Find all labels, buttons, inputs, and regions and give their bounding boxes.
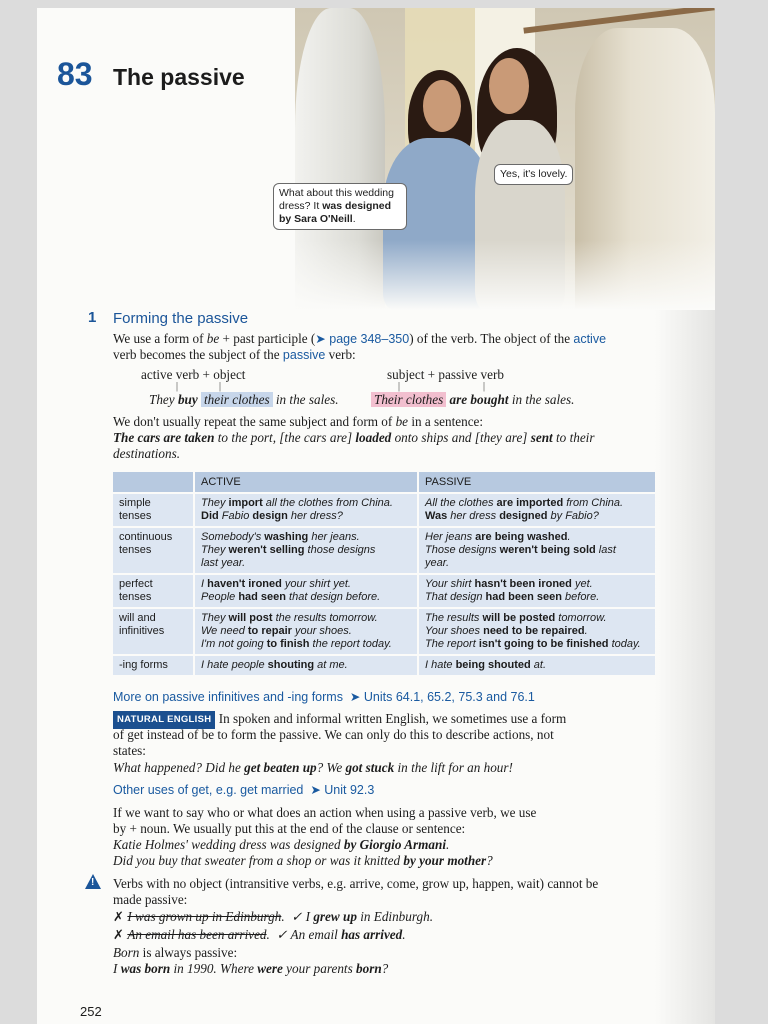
table-cell-passive: [418, 527, 655, 574]
section-number: 1: [88, 309, 97, 326]
table-cell-active: [194, 574, 418, 608]
passive-example: Their clothes are bought in the sales.: [371, 392, 574, 408]
textbook-page: 83 The passive What about this wedding dress? It was designed by Sara O'Neill. Yes, it's lovely. 1 Forming the passive We use a form of be + past participle (➤ page 348–350) of the verb. The object of the active verb becomes the subject of the passive verb: active verb + object | | subject + passive verb | | They buy their clothes in the sales. Their clothes are bought in the sales. We don't usually repeat the same subject and form of be in a sentence: The cars are taken to the port, [the cars are] loaded onto ships and [they are] sent to their destinations. ACTIVE PASSIVE simple tenses They import all the clothes from China. Did Fabio design her dress? All the clothes are imported from China. Was her dress designed by Fabio? continuous tenses Somebody's washing her jeans. They weren't selling those designs last year. Her jeans are being washed. Those designs weren't being sold last year. perfect tenses I haven't ironed your shirt yet. People had seen that design before. Your shirt hasn't been ironed yet. That design had been seen before. will and infinitives They will post the results tomorrow. We need to repair your shoes. I'm not going to finish the report today. The results will be posted tomorrow. Your shoes need to be repaired. The report isn't going to be finished today. -ing forms I hate people shouting at me. I hate being shouted at. More on passive infinitives and -ing forms ➤ Units 64.1, 65.2, 75.3 and 76.1 NATURAL ENGLISH In spoken and informal written English, we sometimes use a form of get instead of be to form the passive. We can only do this to describe actions, not states: What happened? Did he get beaten up? We got stuck in the lift for an hour! Other uses of get, e.g. get married ➤ Unit 92.3 If we want to say who or what does an action when using a passive verb, we use by + noun. We usually put this at the end of the clause or sentence: Katie Holmes' wedding dress was designed by Giorgio Armani. Did you buy that sweater from a shop or was it knitted by your mother? ! Verbs with no object (intransitive verbs, e.g. arrive, come, grow up, happen, wait) cannot be made passive: ✗ I was grown up in Edinburgh. ✓ I grew up in Edinburgh. ✗ An email has been arrived. ✓ An email has arrived. Born is always passive: I was born in 1990. Where were your parents born? 252: [37, 8, 715, 1024]
page-number: 252: [80, 1004, 102, 1019]
table-cell-passive: [418, 574, 655, 608]
by-agent-example-1: Katie Holmes' wedding dress was designed by Giorgio Armani.: [113, 837, 450, 852]
table-row-label: continuous tenses: [113, 527, 194, 574]
table-cell-active: [194, 655, 418, 675]
table-cell-active: [194, 527, 418, 574]
natural-english-badge: NATURAL ENGLISH: [113, 711, 215, 729]
table-cell-line: Somebody's washing her jeans.: [201, 531, 360, 543]
table-cell-line: All the clothes are imported from China.: [425, 497, 624, 509]
table-cell-line: I haven't ironed your shirt yet.: [201, 578, 351, 590]
table-cell-line: Was her dress designed by Fabio?: [425, 510, 599, 522]
by-agent-example-2: Did you buy that sweater from a shop or was it knitted by your mother?: [113, 853, 493, 868]
bubble-left-suffix: .: [352, 213, 356, 225]
table-cell-line: They import all the clothes from China.: [201, 497, 393, 509]
table-header-blank: [113, 472, 194, 493]
table-cell-line: People had seen that design before.: [201, 591, 381, 603]
born-example: I was born in 1990. Where were your parents born?: [113, 961, 389, 976]
table-row: [113, 527, 655, 574]
table-cell-line: That design had been seen before.: [425, 591, 600, 603]
label-subject-passive-verb: subject + passive verb: [387, 367, 504, 382]
table-row: [113, 608, 655, 655]
table-row-label: perfect tenses: [113, 574, 194, 608]
table-cell-passive: [418, 608, 655, 655]
table-header-passive: PASSIVE: [418, 472, 655, 493]
warning-icon: !: [85, 874, 101, 889]
link-get-uses[interactable]: Other uses of get, e.g. get married ➤ Unit 92.3: [113, 783, 375, 797]
page-reference-link[interactable]: ➤ page 348–350: [315, 332, 410, 346]
table-cell-line: last year.: [201, 557, 246, 569]
active-example: They buy their clothes in the sales.: [149, 392, 339, 407]
by-agent-line-1: If we want to say who or what does an action when using a passive verb, we use: [113, 805, 537, 820]
table-cell-line: The results will be posted tomorrow.: [425, 612, 607, 624]
table-cell-line: Your shirt hasn't been ironed yet.: [425, 578, 593, 590]
cars-example-1: The cars are taken to the port, [the cars are] loaded onto ships and [they are] sent to their: [113, 430, 595, 445]
speech-bubble-left: [273, 183, 407, 230]
table-cell-line: The report isn't going to be finished today.: [425, 638, 641, 650]
warning-example-2: ✗ An email has been arrived. ✓ An email has arrived.: [113, 927, 406, 942]
intro-line-1: We use a form of be + past participle (➤ page 348–350) of the verb. The object of the active: [113, 331, 607, 346]
section-title: Forming the passive: [113, 310, 249, 327]
table-cell-line: I hate being shouted at.: [425, 659, 547, 671]
warning-line-1: Verbs with no object (intransitive verbs, e.g. arrive, come, grow up, happen, wait) cannot be: [113, 876, 599, 891]
table-row: [113, 493, 655, 527]
table-cell-line: I hate people shouting at me.: [201, 659, 348, 671]
table-row: [113, 655, 655, 675]
born-rule: Born is always passive:: [113, 945, 238, 960]
natural-english-example: What happened? Did he get beaten up? We got stuck in the lift for an hour!: [113, 760, 513, 775]
table-cell-line: Her jeans are being washed.: [425, 531, 571, 543]
table-cell-active: [194, 493, 418, 527]
active-passive-table: [113, 472, 655, 675]
chapter-title: The passive: [113, 64, 245, 90]
bubble-left-text: What about this wedding dress? It: [279, 187, 394, 212]
bubble-right-text: Yes, it's lovely.: [500, 168, 568, 180]
intro-line-2: verb becomes the subject of the passive verb:: [113, 347, 356, 362]
table-cell-line: They weren't selling those designs: [201, 544, 376, 556]
table-cell-line: Your shoes need to be repaired.: [425, 625, 588, 637]
warning-line-2: made passive:: [113, 892, 188, 907]
table-cell-line: I'm not going to finish the report today.: [201, 638, 392, 650]
table-row: [113, 574, 655, 608]
label-active-verb-object: active verb + object: [141, 367, 246, 382]
table-cell-line: We need to repair your shoes.: [201, 625, 352, 637]
natural-english-line-1: NATURAL ENGLISH In spoken and informal written English, we sometimes use a form: [113, 711, 566, 729]
cars-example-2: destinations.: [113, 446, 181, 461]
photo-fade: [295, 240, 715, 310]
table-cell-line: Did Fabio design her dress?: [201, 510, 343, 522]
natural-english-line-2: of get instead of be to form the passive. We can only do this to describe actions, not: [113, 727, 554, 742]
table-cell-line: year.: [425, 557, 450, 569]
speech-bubble-right: [494, 164, 573, 185]
table-cell-passive: [418, 655, 655, 675]
table-cell-active: [194, 608, 418, 655]
natural-english-line-3: states:: [113, 743, 146, 758]
warning-example-1: ✗ I was grown up in Edinburgh. ✓ I grew up in Edinburgh.: [113, 909, 433, 924]
bubble-left-bold: was designed by Sara O'Neill: [279, 200, 392, 225]
chapter-number: 83: [57, 56, 93, 92]
table-cell-line: They will post the results tomorrow.: [201, 612, 378, 624]
table-cell-passive: [418, 493, 655, 527]
repeat-rule: We don't usually repeat the same subject and form of be in a sentence:: [113, 414, 484, 429]
table-row-label: -ing forms: [113, 655, 194, 675]
table-row-label: will and infinitives: [113, 608, 194, 655]
table-header-active: ACTIVE: [194, 472, 418, 493]
by-agent-line-2: by + noun. We usually put this at the end of the clause or sentence:: [113, 821, 466, 836]
table-row-label: simple tenses: [113, 493, 194, 527]
table-cell-line: Those designs weren't being sold last: [425, 544, 616, 556]
wedding-dress-photo: [295, 8, 715, 310]
link-passive-infinitives[interactable]: More on passive infinitives and -ing forms ➤ Units 64.1, 65.2, 75.3 and 76.1: [113, 690, 535, 704]
